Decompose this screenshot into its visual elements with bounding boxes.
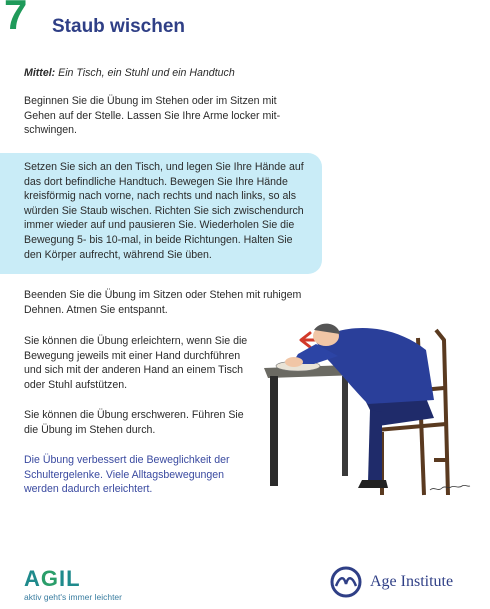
age-institute-name: Age Institute xyxy=(370,573,454,590)
easier-paragraph: Sie können die Übung erleichtern, wenn Sie die Bewegung jeweils mit einer Hand durchführen und sich mit der anderen Hand an einem Tisch oder Stuhl aufstützen. xyxy=(24,335,248,391)
main-instructions: Setzen Sie sich an den Tisch, und legen Sie Ihre Hände auf das dort befindliche Handtuch. Bewegen Sie Ihre Hände kreisförmig nach vorne, nach rechts und nach links, so als würden Sie Staub wischen. Richten Sie sich zwischendurch immer wieder auf und pausieren Sie. Wiederholen Sie die Bewegung 5- bis 10-mal, in beide Richtungen. Halten Sie den Körper aufrecht, während Sie üben. xyxy=(24,161,304,261)
materials-label: Mittel: xyxy=(24,67,56,79)
agil-wordmark: AGIL xyxy=(24,566,81,591)
harder-paragraph: Sie können die Übung erschweren. Führen Sie die Übung im Stehen durch. xyxy=(24,409,244,436)
person xyxy=(285,324,434,488)
agil-logo xyxy=(24,568,122,602)
materials-line xyxy=(24,66,306,81)
intro-paragraph: Beginnen Sie die Übung im Stehen oder im Sitzen mit Gehen auf der Stelle. Lassen Sie Ihre Arme locker mitschwingen. xyxy=(24,95,281,137)
end-paragraph: Beenden Sie die Übung im Sitzen oder Stehen mit ruhigem Dehnen. Atmen Sie entspannt. xyxy=(24,289,302,316)
materials-text: Ein Tisch, ein Stuhl und ein Handtuch xyxy=(58,67,235,79)
age-institute-emblem-icon xyxy=(330,566,362,598)
page-title: Staub wischen xyxy=(52,16,186,37)
benefit-paragraph: Die Übung verbessert die Beweglichkeit der Schultergelenke. Viele Alltagsbewegungen werden dadurch erleichtert. xyxy=(24,454,230,496)
exercise-illustration xyxy=(258,290,488,505)
exercise-number: 7 xyxy=(4,0,28,38)
age-institute-logo xyxy=(330,566,480,598)
agil-tagline: aktiv geht's immer leichter xyxy=(24,592,122,602)
artist-signature xyxy=(430,485,470,490)
